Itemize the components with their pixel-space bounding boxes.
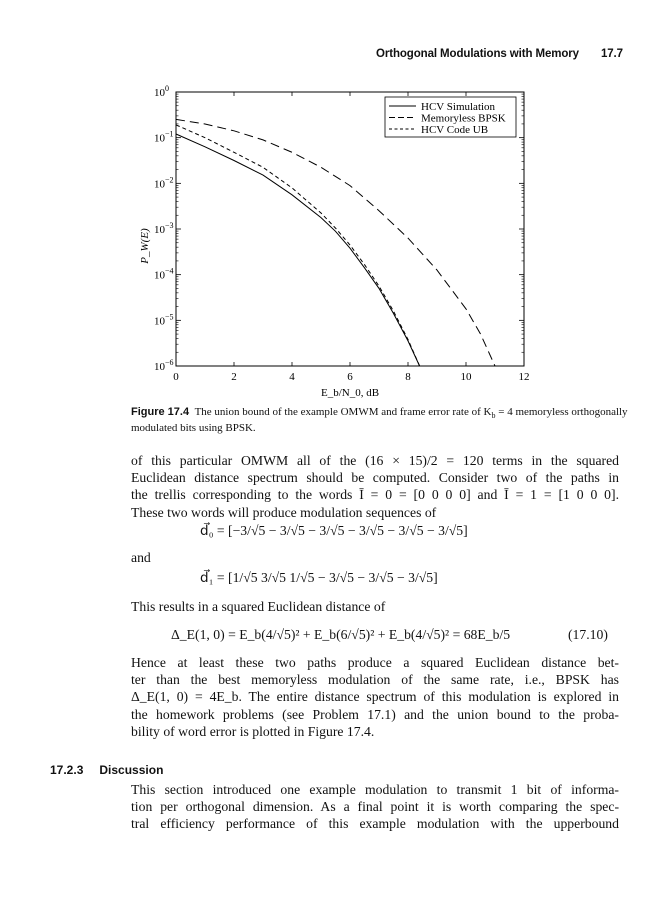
para3-line: ter than the best memoryless modulation of the same rate, i.e., BPSK has bbox=[131, 672, 619, 688]
y-tick-label: $10^{-3}$ bbox=[154, 221, 174, 236]
header-title: Orthogonal Modulations with Memory bbox=[376, 48, 579, 60]
caption-text2: = 4 memoryless orthogonally modulated bits using BPSK. bbox=[131, 406, 628, 435]
para1-line: the trellis corresponding to the words Ī = 0 = [0 0 0 0] and Ī = 1 = [1 0 0 0]. bbox=[131, 487, 619, 503]
chart-series bbox=[176, 119, 495, 366]
y-axis-label: P_W(E) bbox=[139, 228, 151, 264]
paragraph-2 bbox=[131, 598, 619, 615]
x-tick-label: 6 bbox=[347, 371, 353, 383]
series-line-memoryless-bpsk bbox=[176, 119, 495, 366]
equation-d1: d⃗₁ = [1/√5 3/√5 1/√5 − 3/√5 − 3/√5 − 3/√5] bbox=[200, 570, 438, 585]
para1-line: These two words will produce modulation sequences of bbox=[131, 504, 437, 520]
para3-line: the homework problems (see Problem 17.1) and the union bound to the proba- bbox=[131, 706, 619, 722]
section-number: 17.2.3 bbox=[50, 763, 84, 777]
y-tick-label: $10^{-4}$ bbox=[154, 266, 174, 282]
para1-line: Euclidean distance spectrum should be computed. Consider two of the paths in bbox=[131, 470, 619, 486]
x-tick-label: 12 bbox=[518, 371, 530, 383]
and-word: and bbox=[131, 550, 151, 565]
chart-legend bbox=[385, 97, 516, 137]
paragraph-3 bbox=[131, 654, 619, 740]
x-axis-label: E_b/N_0, dB bbox=[320, 387, 380, 399]
y-tick-label: $10^{-1}$ bbox=[154, 129, 174, 145]
paragraph-4 bbox=[131, 781, 619, 833]
legend-label: HCV Simulation bbox=[421, 101, 496, 113]
series-line-hcv-code-ub bbox=[176, 125, 420, 366]
x-tick-label: 0 bbox=[173, 371, 179, 383]
equation-d0: d⃗₀ = [−3/√5 − 3/√5 − 3/√5 − 3/√5 − 3/√5 − 3/√5] bbox=[200, 523, 468, 538]
legend-label: Memoryless BPSK bbox=[421, 112, 506, 125]
caption-label: Figure 17.4 bbox=[131, 406, 190, 418]
equation-distance: Δ_E(1, 0) = E_b(4/√5)² + E_b(6/√5)² + E_b(4/√5)² = 68E_b/5 bbox=[171, 627, 511, 642]
y-tick-label: $10^0$ bbox=[154, 84, 169, 99]
series-line-hcv-simulation bbox=[176, 134, 420, 366]
section-heading bbox=[50, 763, 163, 777]
para3-line: bility of word error is plotted in Figure 17.4. bbox=[131, 723, 375, 739]
para4-line: tion per orthogonal dimension. As a final point it is worth comparing the spec- bbox=[131, 799, 619, 815]
para3-line: Hence at least these two paths produce a squared Euclidean distance bet- bbox=[131, 655, 619, 670]
equation-number: (17.10) bbox=[568, 627, 608, 642]
x-tick-label: 10 bbox=[460, 371, 472, 383]
para4-line: This section introduced one example modulation to transmit 1 bit of informa- bbox=[131, 782, 619, 797]
paragraph-1 bbox=[131, 452, 619, 521]
figure-caption bbox=[131, 406, 631, 434]
x-tick-label: 2 bbox=[231, 371, 237, 383]
section-title: Discussion bbox=[99, 763, 164, 777]
page-number: 17.7 bbox=[600, 48, 623, 60]
y-tick-label: $10^{-5}$ bbox=[154, 312, 174, 328]
y-tick-label: $10^{-6}$ bbox=[154, 358, 174, 373]
caption-text: The union bound of the example OMWM and frame error rate of K bbox=[194, 406, 492, 418]
para4-line: tral efficiency performance of this example modulation with the upperbound bbox=[131, 816, 619, 832]
legend-label: HCV Code UB bbox=[421, 124, 489, 136]
x-tick-label: 4 bbox=[289, 371, 295, 383]
error-rate-chart bbox=[0, 0, 664, 400]
caption-sub: b bbox=[491, 411, 496, 421]
x-tick-label: 8 bbox=[405, 371, 411, 383]
para1-line: of this particular OMWM all of the (16 × 15)/2 = 120 terms in the squared bbox=[131, 453, 619, 468]
para2-line: This results in a squared Euclidean distance of bbox=[131, 599, 386, 614]
y-tick-label: $10^{-2}$ bbox=[154, 175, 174, 191]
para3-line: Δ_E(1, 0) = 4E_b. The entire distance spectrum of this modulation is explored in bbox=[131, 689, 619, 705]
